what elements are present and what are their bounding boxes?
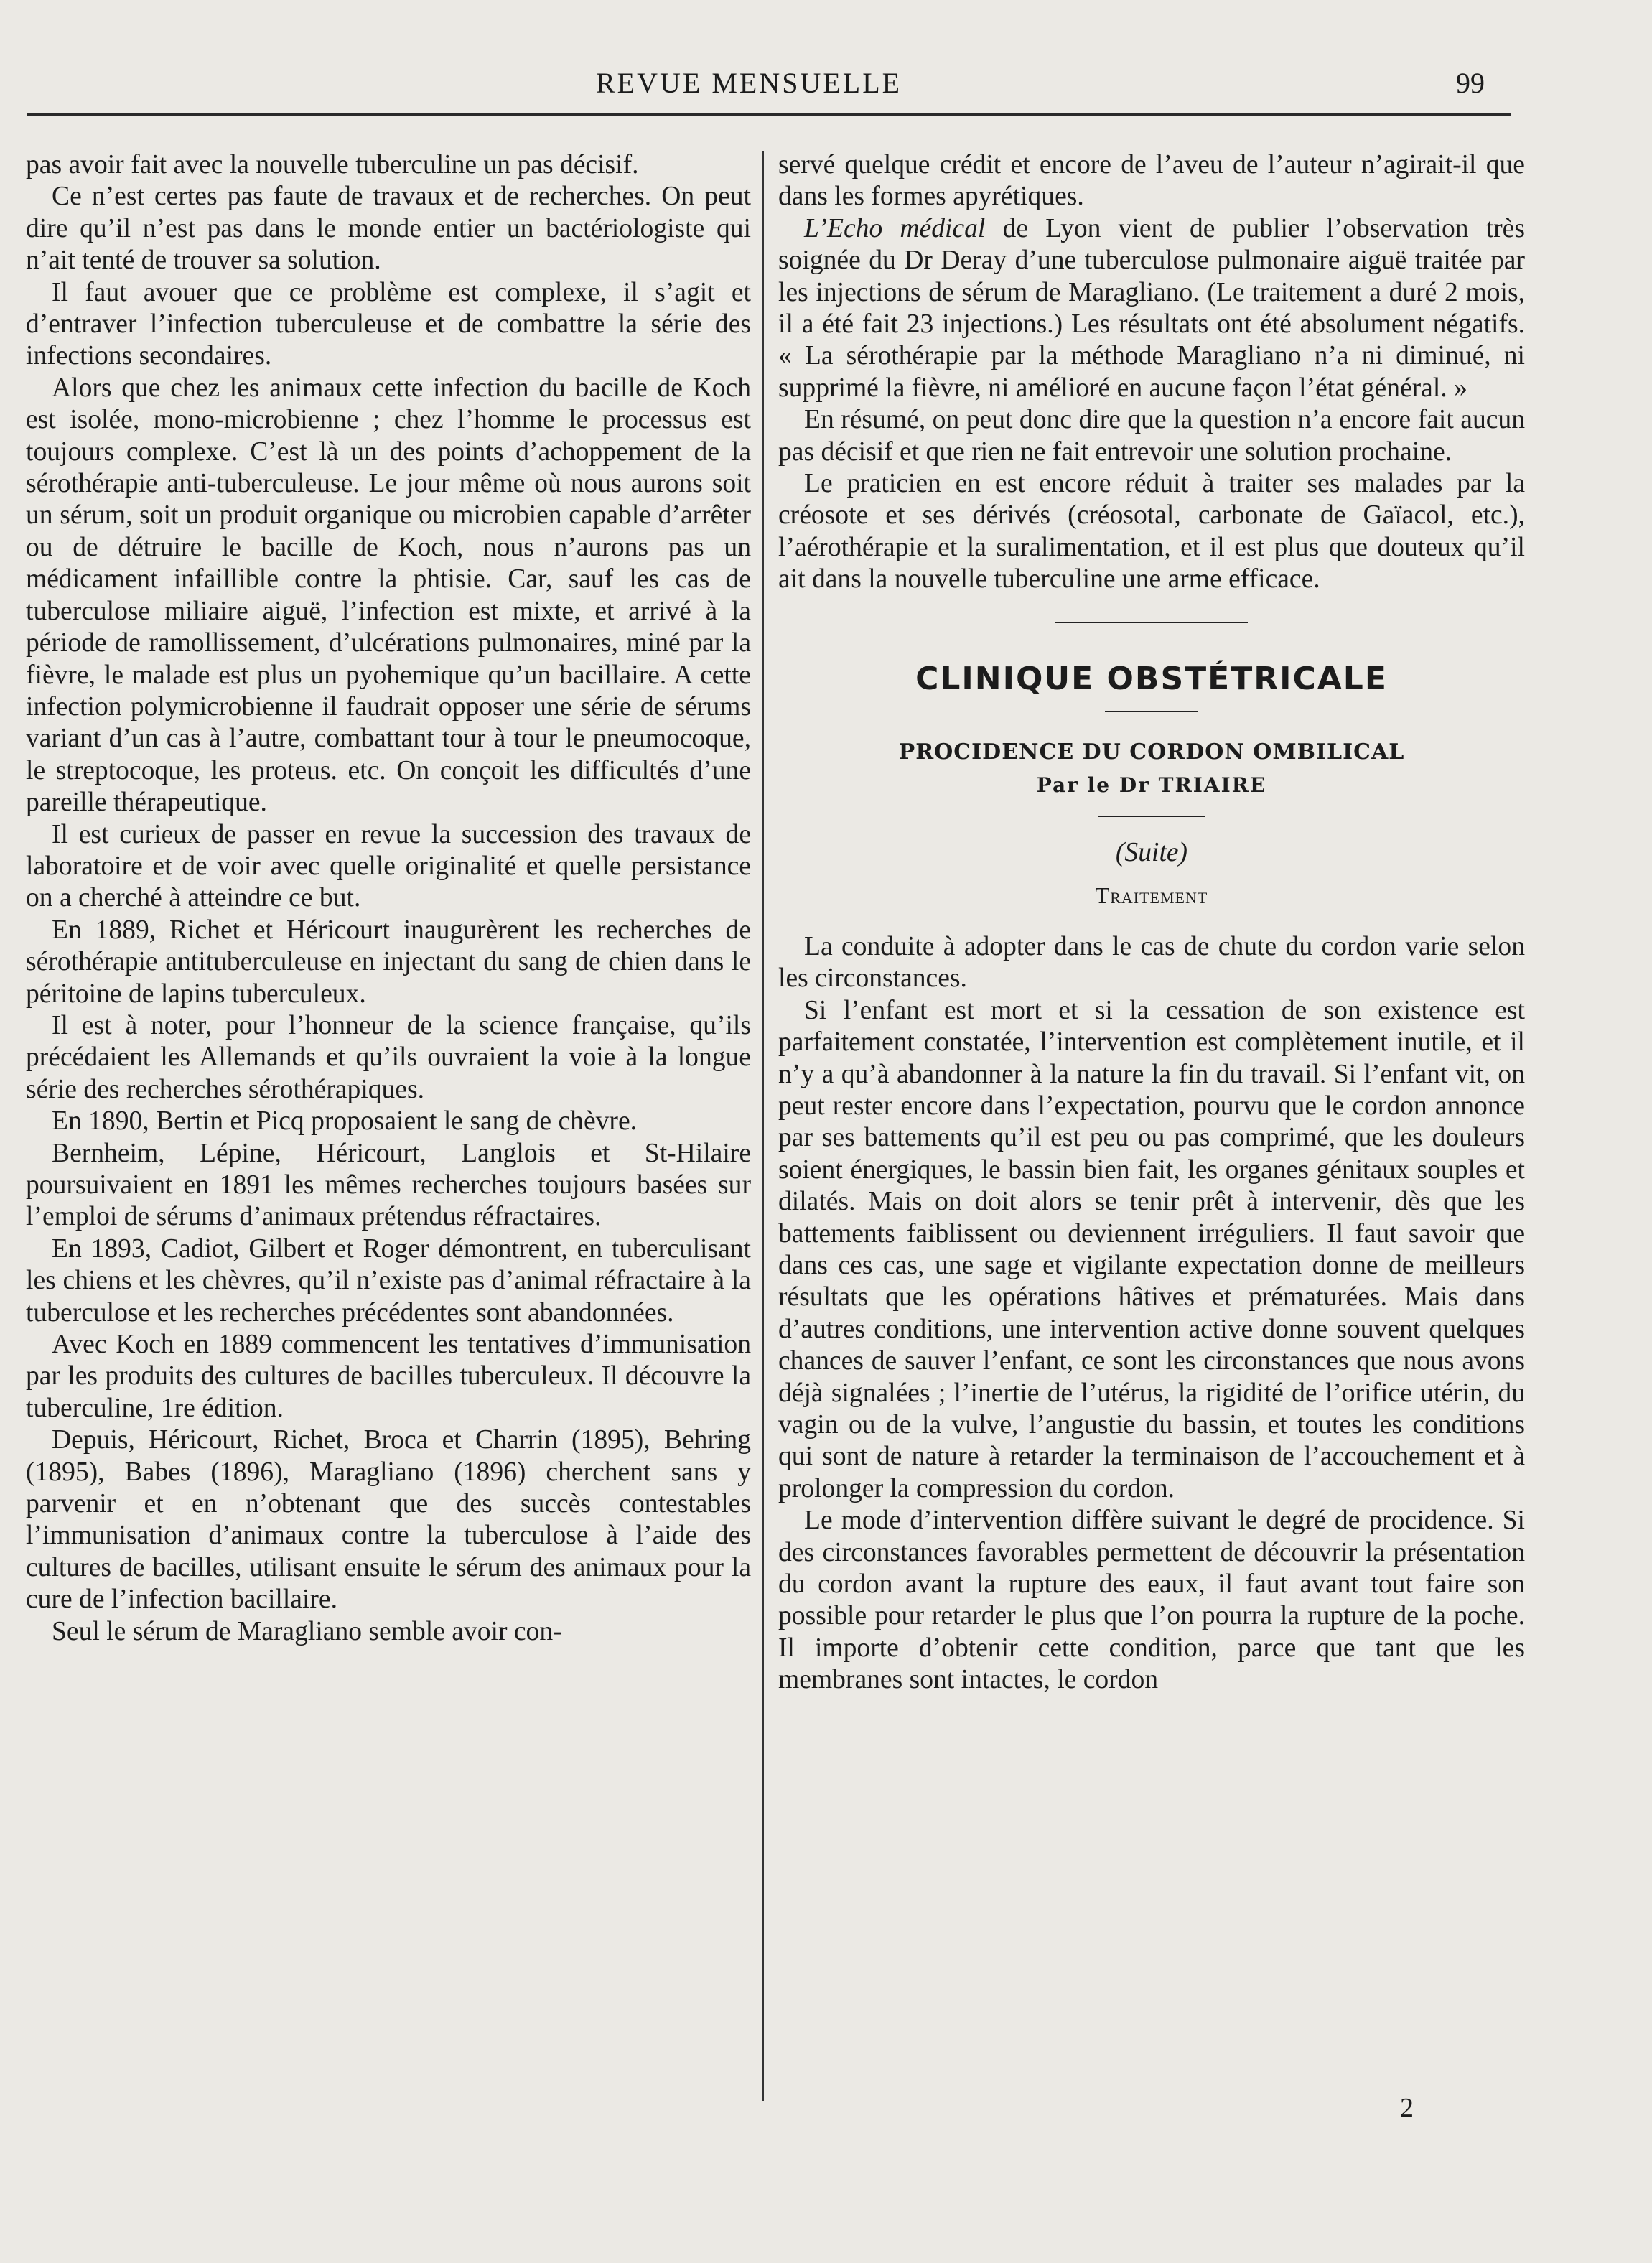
paragraph: En 1889, Richet et Héricourt inaugurèrent les recherches de sérothérapie antituberculeuse en injectant du sang de chien dans le péritoine de lapins tuberculeux.: [26, 915, 751, 1009]
paragraph: La conduite à adopter dans le cas de chute du cordon varie selon les circonstances.: [778, 931, 1525, 994]
running-title: REVUE MENSUELLE: [596, 67, 902, 99]
paragraph: Ce n’est certes pas faute de travaux et de recherches. On peut dire qu’il n’est pas dans le monde entier un bactériologiste qui n’ait tenté de trouver sa solution.: [26, 182, 751, 276]
signature-mark: 2: [1400, 2093, 1414, 2123]
paragraph-text: de Lyon vient de publier l’observation très soignée du Dr Deray d’une tuberculose pulmonaire aiguë traitée par les injections de sérum de Maragliano. (Le traitement a duré 2 mois, il a été fait 23 injections.) Les résultats ont été absolument négatifs. « La sérothérapie par la méthode Maragliano n’a ni diminué, ni supprimé la fièvre, ni amélioré en aucune façon l’état général. »: [778, 213, 1525, 403]
page-header: [0, 56, 1652, 113]
paragraph: Alors que chez les animaux cette infection du bacille de Koch est isolée, mono-microbienne ; chez l’homme le processus est toujours complexe. C’est là un des points d’achoppement de la sérothérapie anti-tuberculeuse. Le jour même où nous aurons soit un sérum, soit un produit organique ou microbien capable d’arrêter ou de détruire le bacille de Koch, nous n’aurons pas un médicament infaillible contre la phtisie. Car, sauf les cas de tuberculose miliaire aiguë, l’infection est mixte, et arrivé à la période de ramollissement, d’ulcérations pulmonaires, miné par la fièvre, le malade est plus un pyohemique qu’un bacillaire. A cette infection polymicrobienne il faudrait opposer une série de sérums variant d’un cas à l’autre, combattant tour à tour le pneumocoque, le streptocoque, les proteus. etc. On conçoit les difficultés d’une pareille thérapeutique.: [26, 373, 751, 818]
paragraph: En 1893, Cadiot, Gilbert et Roger démontrent, en tuberculisant les chiens et les chèvres, qu’il n’existe pas d’animal réfractaire à la tuberculose et les recherches précédentes sont abandonnées.: [26, 1233, 751, 1328]
paragraph: Le praticien en est encore réduit à traiter ses malades par la créosote et ses dérivés (créosotal, carbonate de Gaïacol, etc.), l’aérothérapie et la suralimentation, et il est plus que douteux qu’il ait dans la nouvelle tuberculine une arme efficace.: [778, 469, 1525, 594]
section-divider: [1055, 622, 1248, 623]
paragraph: Il faut avouer que ce problème est complexe, il s’agit et d’entraver l’infection tuberculeuse et de combattre la série des infections secondaires.: [26, 277, 751, 371]
title-divider: [1105, 711, 1198, 712]
article-title: PROCIDENCE DU CORDON OMBILICAL: [898, 739, 1405, 765]
left-column: [26, 149, 751, 1648]
column-divider: [762, 151, 764, 2101]
right-column: [778, 149, 1525, 1697]
paragraph: Il est curieux de passer en revue la succession des travaux de laboratoire et de voir avec quelle originalité et quelle persistance on a cherché à atteindre ce but.: [26, 819, 751, 913]
section-title: CLINIQUE OBSTÉTRICALE: [915, 660, 1388, 697]
paragraph: Le mode d’intervention diffère suivant le degré de procidence. Si des circonstances favorables permettent de découvrir la présentation du cordon avant la rupture des eaux, il faut avant tout faire son possible pour retarder le plus que l’on pourra la rupture de la poche. Il importe d’obtenir cette condition, parce que tant que les membranes sont intactes, le cordon: [778, 1506, 1525, 1695]
paragraph: servé quelque crédit et encore de l’aveu de l’auteur n’agirait-il que dans les formes apyrétiques.: [778, 150, 1525, 212]
paragraph: En 1890, Bertin et Picq proposaient le sang de chèvre.: [52, 1106, 638, 1137]
paragraph: pas avoir fait avec la nouvelle tuberculine un pas décisif.: [26, 150, 639, 179]
paragraph: [778, 213, 1525, 404]
paragraph: Bernheim, Lépine, Héricourt, Langlois et St-Hilaire poursuivaient en 1891 les mêmes recherches toujours basées sur l’emploi de sérums d’animaux prétendus réfractaires.: [26, 1138, 751, 1232]
paragraph: Il est à noter, pour l’honneur de la science française, qu’ils précédaient les Allemands et qu’ils ouvraient la voie à la longue série des recherches sérothérapiques.: [26, 1010, 751, 1104]
author-line: Par le Dr TRIAIRE: [1036, 773, 1267, 798]
header-rule: [27, 113, 1511, 116]
paragraph: Seul le sérum de Maragliano semble avoir con-: [52, 1616, 562, 1646]
paragraph: Avec Koch en 1889 commencent les tentatives d’immunisation par les produits des cultures de bacilles tuberculeux. Il découvre la tuberculine, 1re édition.: [26, 1330, 751, 1423]
subheading: Traitement: [1095, 882, 1208, 908]
paragraph: Depuis, Héricourt, Richet, Broca et Charrin (1895), Behring (1895), Babes (1896), Maragliano (1896) cherchent sans y parvenir et en n’obtenant que des succès contestables l’immunisation d’animaux contre la tuberculose à l’aide des cultures de bacilles, utilisant ensuite le sérum des animaux pour la cure de l’infection bacillaire.: [26, 1425, 751, 1615]
page-number: 99: [1456, 67, 1485, 99]
paragraph: Si l’enfant est mort et si la cessation de son existence est parfaitement constatée, l’intervention est complètement inutile, et il n’y a qu’à abandonner à la nature la fin du travail. Si l’enfant vit, on peut rester encore dans l’expectation, pourvu que le cordon annonce par ses battements qu’il est peu ou pas comprimé, que les douleurs soient énergiques, le bassin bien fait, les organes génitaux souples et dilatés. Mais on doit alors se tenir prêt à intervenir, dès que les battements faiblissent ou deviennent irréguliers. Il faut savoir que dans ces cas, une sage et vigilante expectation donne de meilleurs résultats que les opérations hâtives et prématurées. Mais dans d’autres conditions, une intervention active donne souvent quelques chances de sauver l’enfant, ce sont les circonstances que nous avons déjà signalées ; l’inertie de l’utérus, la rigidité de l’orifice utérin, du vagin ou de la vulve, l’angustie du bassin, et toutes les conditions qui sont de nature à retarder la terminaison de l’accouchement et à prolonger la compression du cordon.: [778, 995, 1525, 1503]
journal-name: L’Echo médical: [804, 213, 986, 243]
paragraph: En résumé, on peut donc dire que la question n’a encore fait aucun pas décisif et que rien ne fait entrevoir une solution prochaine.: [778, 405, 1525, 467]
author-divider: [1098, 816, 1205, 817]
continuation-note: (Suite): [1115, 838, 1188, 868]
